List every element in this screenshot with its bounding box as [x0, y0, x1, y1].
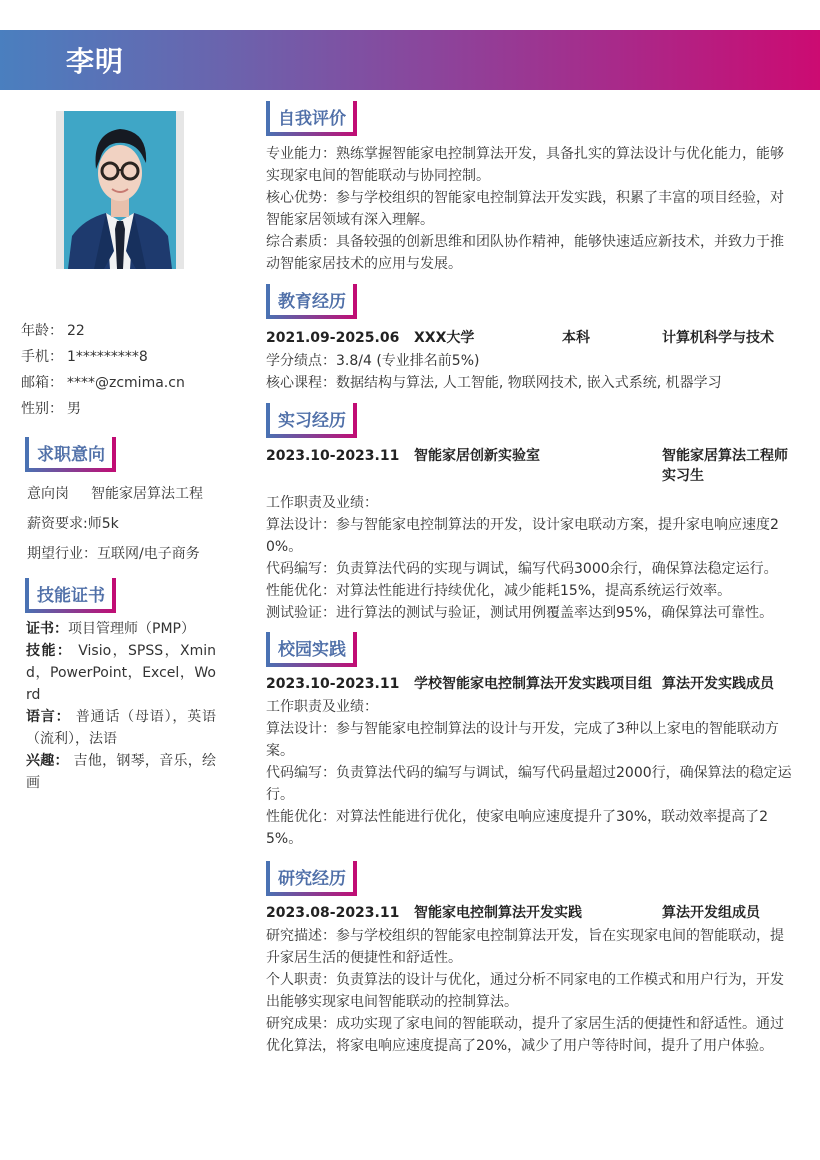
skill-value: Visio，SPSS，Xmind，PowerPoint，Excel，Word: [26, 643, 217, 703]
education-body: [266, 350, 796, 394]
skill-label: 技能：: [26, 643, 73, 659]
intent-value: 智能家居算法工程: [91, 486, 203, 502]
section-campus-practice: [266, 632, 796, 850]
paragraph: 综合素质：具备较强的创新思维和团队协作精神，能够快速适应新技术，并致力于推动智能家居技术的应用与发展。: [266, 234, 784, 272]
intent-position: [27, 479, 237, 509]
paragraph: 核心优势：参与学校组织的智能家电控制算法开发实践，积累了丰富的项目经验，对智能家居领域有深入理解。: [266, 190, 784, 228]
paragraph: 个人职责：负责算法的设计与优化，通过分析不同家电的工作模式和用户行为，开发出能够实现家电间智能联动的控制算法。: [266, 972, 784, 1010]
skill-languages: [26, 706, 216, 750]
paragraph: 性能优化：对算法性能进行持续优化，减少能耗15%，提高系统运行效率。: [266, 583, 732, 599]
intent-label: 意向岗: [27, 486, 69, 502]
skill-label: 证书：: [26, 621, 68, 637]
entry-school: XXX大学: [414, 330, 475, 346]
info-value: 22: [67, 323, 85, 339]
portrait-image: [64, 111, 176, 269]
entry-organization: 智能家居创新实验室: [414, 448, 540, 464]
entry-role: 智能家居算法工程师实习生: [662, 448, 788, 484]
info-gender: [21, 396, 231, 422]
section-title-job-intent: 求职意向: [25, 437, 116, 469]
section-self-evaluation: [266, 101, 796, 275]
entry-role: 算法开发组成员: [662, 905, 760, 921]
paragraph: 算法设计：参与智能家电控制算法的设计与开发，完成了3种以上家电的智能联动方案。: [266, 721, 779, 759]
info-label: 邮箱：: [21, 375, 63, 391]
intent-salary: [27, 509, 237, 539]
skill-value: 普通话（母语），英语（流利），法语: [26, 709, 217, 747]
skill-value: 吉他，钢琴，音乐，绘画: [26, 753, 217, 791]
info-label: 性别：: [21, 401, 63, 417]
info-label: 手机：: [21, 349, 63, 365]
skill-tools: [26, 640, 216, 706]
skill-label: 语言：: [26, 709, 71, 725]
entry-organization: 学校智能家电控制算法开发实践项目组: [414, 676, 652, 692]
paragraph: 专业能力：熟练掌握智能家电控制算法开发，具备扎实的算法设计与优化能力，能够实现家电间的智能联动与协同控制。: [266, 146, 784, 184]
section-title-research: 研究经历: [266, 861, 357, 893]
info-email: [21, 370, 231, 396]
skill-certificate: [26, 618, 216, 640]
job-intent-list: [27, 479, 237, 569]
section-research: [266, 861, 796, 1057]
info-value: ****@zcmima.cn: [67, 375, 185, 391]
skill-value: 项目管理师（PMP）: [68, 621, 195, 637]
header-banner: [0, 30, 820, 90]
candidate-name: 李明: [66, 45, 125, 78]
campus-body: [266, 696, 796, 850]
research-body: [266, 925, 796, 1057]
paragraph: 测试验证：进行算法的测试与验证，测试用例覆盖率达到95%，确保算法可靠性。: [266, 605, 774, 621]
research-entry-header: [266, 903, 796, 923]
entry-major: 计算机科学与技术: [662, 330, 774, 346]
section-title-campus-practice: 校园实践: [266, 632, 357, 664]
entry-role: 算法开发实践成员: [662, 676, 774, 692]
section-title-education: 教育经历: [266, 284, 357, 316]
spacer: [69, 479, 91, 509]
info-label: 年龄：: [21, 323, 63, 339]
paragraph: 工作职责及业绩：: [266, 699, 378, 715]
internship-entry-header: [266, 446, 796, 486]
intent-label: 期望行业：: [27, 546, 97, 562]
photo-frame: [56, 111, 184, 269]
paragraph: 性能优化：对算法性能进行优化，使家电响应速度提升了30%，联动效率提高了25%。: [266, 809, 769, 847]
entry-project: 智能家电控制算法开发实践: [414, 905, 582, 921]
skills-list: [26, 618, 216, 794]
paragraph: 研究成果：成功实现了家电间的智能联动，提升了家居生活的便捷性和舒适性。通过优化算法，将家电响应速度提高了20%，减少了用户等待时间，提升了用户体验。: [266, 1016, 784, 1054]
self-evaluation-body: [266, 143, 796, 275]
paragraph: 算法设计：参与智能家电控制算法的开发，设计家电联动方案，提升家电响应速度20%。: [266, 517, 779, 555]
section-internship: [266, 403, 796, 624]
intent-industry: [27, 539, 237, 569]
paragraph: 代码编写：负责算法代码的编写与调试，编写代码量超过2000行，确保算法的稳定运行。: [266, 765, 792, 803]
paragraph: 研究描述：参与学校组织的智能家电控制算法开发，旨在实现家电间的智能联动，提升家居生活的便捷性和舒适性。: [266, 928, 784, 966]
info-value: 男: [67, 401, 81, 417]
basic-info: [21, 318, 231, 422]
entry-degree: 本科: [562, 330, 590, 346]
entry-period: 2023.08-2023.11: [266, 905, 400, 921]
info-phone: [21, 344, 231, 370]
paragraph: 工作职责及业绩：: [266, 495, 378, 511]
intent-value: 互联网/电子商务: [97, 546, 200, 562]
avatar-photo: [64, 111, 176, 269]
section-title-self-evaluation: 自我评价: [266, 101, 357, 133]
paragraph: 代码编写：负责算法代码的实现与调试，编写代码3000余行，确保算法稳定运行。: [266, 561, 778, 577]
paragraph: 学分绩点：3.8/4 (专业排名前5%): [266, 353, 480, 369]
section-title-skills: 技能证书: [25, 578, 116, 610]
intent-value: 师5k: [87, 516, 119, 532]
section-title-internship: 实习经历: [266, 403, 357, 435]
entry-period: 2021.09-2025.06: [266, 330, 400, 346]
entry-period: 2023.10-2023.11: [266, 448, 400, 464]
info-age: [21, 318, 231, 344]
skill-label: 兴趣：: [26, 753, 69, 769]
education-entry-header: [266, 328, 796, 348]
intent-label: 薪资要求:: [27, 516, 88, 532]
info-value: 1*********8: [67, 349, 148, 365]
campus-entry-header: [266, 674, 796, 694]
internship-body: [266, 492, 796, 624]
section-education: [266, 284, 796, 394]
entry-period: 2023.10-2023.11: [266, 676, 400, 692]
paragraph: 核心课程：数据结构与算法, 人工智能, 物联网技术, 嵌入式系统, 机器学习: [266, 375, 722, 391]
skill-hobbies: [26, 750, 216, 794]
